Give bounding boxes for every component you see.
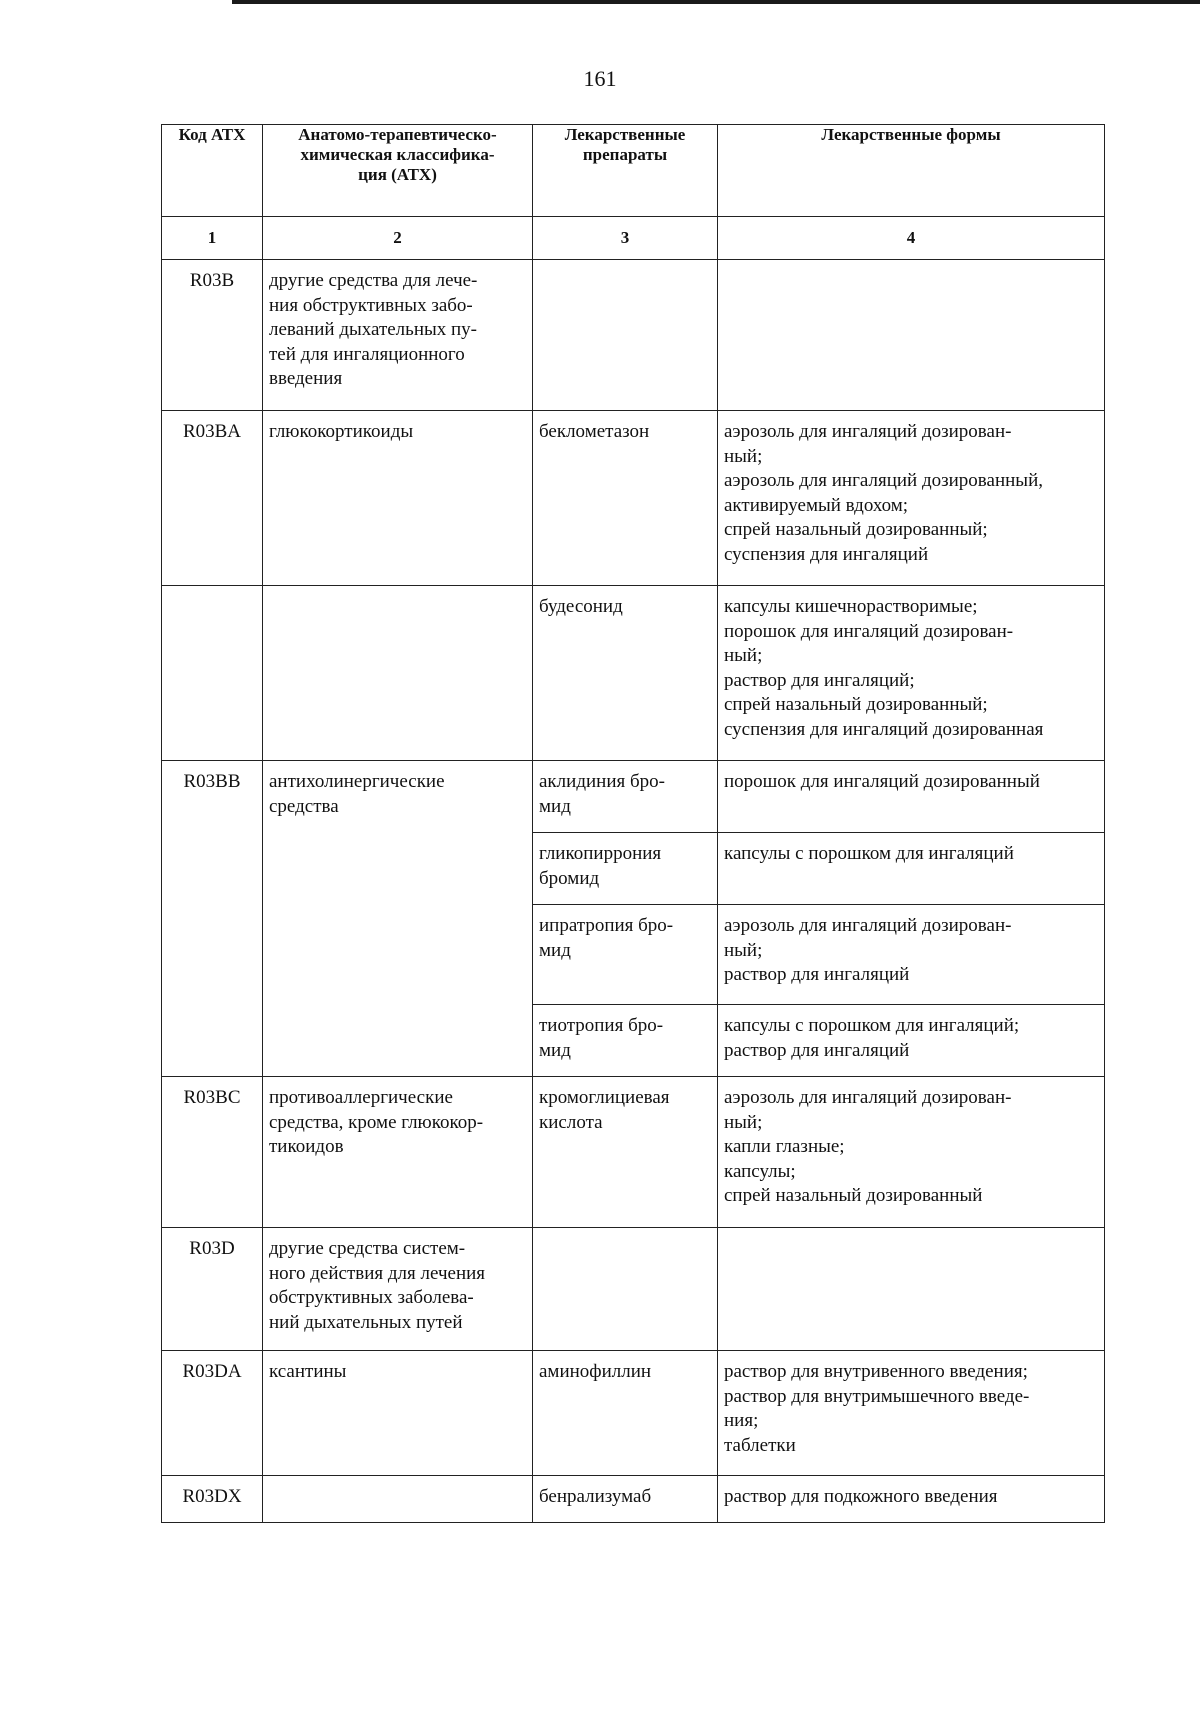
- drug-cell: [533, 905, 718, 1005]
- table-row: [162, 260, 1105, 411]
- text-line: средства: [269, 795, 339, 817]
- text-line: аэрозоль для ингаляций дозирован-: [724, 1087, 1012, 1108]
- dosage-forms-cell: [718, 1228, 1105, 1351]
- text-line: бромид: [539, 867, 600, 889]
- dosage-forms-cell: [718, 260, 1105, 411]
- text-line: глюкокортикоиды: [269, 421, 414, 442]
- text-line: аминофиллин: [539, 1361, 652, 1382]
- text-line: R03DX: [182, 1486, 242, 1507]
- text-line: обструктивных заболева-: [269, 1287, 474, 1308]
- classification-cell-text: [263, 411, 532, 445]
- atx-code-cell: [162, 761, 263, 1077]
- text-line: капсулы;: [724, 1160, 796, 1182]
- text-line: спрей назальный дозированный: [724, 1185, 983, 1206]
- drug-cell: [533, 260, 718, 411]
- text-line: мид: [539, 939, 571, 961]
- atx-code-cell: [162, 1476, 263, 1523]
- text-line: беклометазон: [539, 421, 650, 442]
- classification-cell: [263, 411, 533, 586]
- drug-cell: [533, 411, 718, 586]
- dosage-forms-cell-text: [718, 905, 1104, 988]
- text-line: ипратропия бро-: [539, 915, 674, 936]
- header-code: Код АТХ: [162, 125, 263, 217]
- text-line: ный;: [724, 645, 763, 666]
- text-line: ния;: [724, 1410, 759, 1431]
- column-number-row: [162, 217, 1105, 260]
- table-row: [162, 1351, 1105, 1476]
- drug-cell: [533, 1077, 718, 1228]
- atx-classification-table: [161, 124, 1105, 1523]
- dosage-forms-cell: [718, 1077, 1105, 1228]
- text-line: тиотропия бро-: [539, 1015, 664, 1036]
- atx-code-cell: [162, 1351, 263, 1476]
- drug-cell: [533, 1228, 718, 1351]
- classification-cell: [263, 1228, 533, 1351]
- atx-code-cell-text: [162, 1228, 262, 1262]
- drug-cell: [533, 833, 718, 905]
- text-line: суспензия для ингаляций дозированная: [724, 718, 1044, 740]
- drug-cell-text: [533, 260, 717, 269]
- text-line: ный;: [724, 445, 763, 467]
- text-line: тикоидов: [269, 1136, 344, 1157]
- text-line: капли глазные;: [724, 1136, 845, 1157]
- atx-code-cell-text: [162, 761, 262, 795]
- column-number: 4: [718, 217, 1105, 260]
- text-line: R03BB: [183, 771, 241, 792]
- text-line: средства, кроме глюкокор-: [269, 1111, 484, 1133]
- text-line: ный;: [724, 1111, 763, 1133]
- dosage-forms-cell: [718, 761, 1105, 833]
- text-line: капсулы с порошком для ингаляций: [724, 843, 1014, 864]
- table-row: [162, 1476, 1105, 1523]
- column-number: 1: [162, 217, 263, 260]
- atx-code-cell-text: [162, 1351, 262, 1385]
- atx-code-cell: [162, 411, 263, 586]
- drug-cell-text: [533, 1228, 717, 1237]
- top-border-line: [232, 0, 1200, 4]
- text-line: R03BC: [183, 1087, 241, 1108]
- text-line: раствор для ингаляций: [724, 1039, 910, 1061]
- text-line: ного действия для лечения: [269, 1262, 486, 1284]
- page-number: 161: [583, 66, 617, 91]
- header-classification: Анатомо-терапевтическо- химическая классифика- ция (АТХ): [263, 125, 533, 217]
- text-line: активируемый вдохом;: [724, 494, 909, 516]
- column-number: 2: [263, 217, 533, 260]
- dosage-forms-cell-text: [718, 1077, 1104, 1209]
- atx-code-cell: [162, 260, 263, 411]
- text-line: введения: [269, 368, 343, 389]
- text-line: будесонид: [539, 596, 623, 617]
- atx-code-cell-text: [162, 586, 262, 595]
- table-row: [162, 411, 1105, 586]
- text-line: антихолинергические: [269, 771, 445, 792]
- classification-cell-text: [263, 1476, 532, 1485]
- drug-cell-text: [533, 1476, 717, 1510]
- dosage-forms-cell: [718, 586, 1105, 761]
- text-line: другие средства для лече-: [269, 270, 478, 291]
- classification-cell-text: [263, 1351, 532, 1385]
- drug-cell: [533, 1005, 718, 1077]
- drug-cell-text: [533, 411, 717, 445]
- atx-code-cell-text: [162, 1476, 262, 1510]
- text-line: ний дыхательных путей: [269, 1311, 463, 1333]
- classification-cell-text: [263, 586, 532, 595]
- header-drugs: Лекарственные препараты: [533, 125, 718, 217]
- text-line: раствор для ингаляций;: [724, 669, 915, 691]
- drug-cell-text: [533, 1005, 717, 1063]
- text-line: раствор для ингаляций: [724, 964, 910, 985]
- atx-code-cell-text: [162, 1077, 262, 1111]
- dosage-forms-cell: [718, 411, 1105, 586]
- text-line: R03BA: [182, 421, 242, 442]
- dosage-forms-cell-text: [718, 833, 1104, 867]
- text-line: аклидиния бро-: [539, 771, 665, 792]
- text-line: раствор для внутримышечного введе-: [724, 1385, 1030, 1407]
- dosage-forms-cell-text: [718, 1005, 1104, 1063]
- column-number: 3: [533, 217, 718, 260]
- atx-code-cell-text: [162, 411, 262, 445]
- text-line: раствор для подкожного введения: [724, 1486, 998, 1507]
- atx-code-cell: [162, 1077, 263, 1228]
- table-row: [162, 761, 1105, 833]
- text-line: раствор для внутривенного введения;: [724, 1361, 1028, 1382]
- table-row: [162, 1077, 1105, 1228]
- text-line: суспензия для ингаляций: [724, 543, 929, 565]
- text-line: капсулы кишечнорастворимые;: [724, 596, 978, 617]
- atx-code-cell: [162, 1228, 263, 1351]
- classification-cell: [263, 586, 533, 761]
- drug-cell: [533, 1476, 718, 1523]
- drug-cell-text: [533, 761, 717, 819]
- classification-cell-text: [263, 761, 532, 819]
- text-line: R03D: [189, 1238, 235, 1259]
- text-line: аэрозоль для ингаляций дозированный,: [724, 470, 1043, 491]
- classification-cell: [263, 761, 533, 1077]
- dosage-forms-cell: [718, 1351, 1105, 1476]
- text-line: R03DA: [182, 1361, 242, 1382]
- text-line: R03B: [189, 270, 235, 291]
- drug-cell-text: [533, 586, 717, 620]
- text-line: спрей назальный дозированный;: [724, 519, 988, 540]
- classification-cell: [263, 1077, 533, 1228]
- header-row: [162, 125, 1105, 217]
- text-line: ксантины: [269, 1361, 347, 1382]
- dosage-forms-cell: [718, 1476, 1105, 1523]
- classification-cell-text: [263, 1077, 532, 1160]
- text-line: кромоглициевая: [539, 1087, 670, 1108]
- table-body: [162, 260, 1105, 1523]
- text-line: порошок для ингаляций дозирован-: [724, 620, 1014, 642]
- text-line: таблетки: [724, 1434, 796, 1456]
- text-line: мид: [539, 1039, 571, 1061]
- text-line: капсулы с порошком для ингаляций;: [724, 1015, 1020, 1036]
- text-line: тей для ингаляционного: [269, 343, 465, 365]
- text-line: аэрозоль для ингаляций дозирован-: [724, 915, 1012, 936]
- dosage-forms-cell-text: [718, 411, 1104, 567]
- text-line: ный;: [724, 939, 763, 961]
- dosage-forms-cell-text: [718, 260, 1104, 269]
- dosage-forms-cell-text: [718, 1228, 1104, 1237]
- text-line: кислота: [539, 1111, 603, 1133]
- table-row: [162, 586, 1105, 761]
- dosage-forms-cell-text: [718, 586, 1104, 742]
- text-line: леваний дыхательных пу-: [269, 319, 478, 340]
- drug-cell-text: [533, 905, 717, 963]
- atx-code-cell: [162, 586, 263, 761]
- dosage-forms-cell-text: [718, 1476, 1104, 1510]
- drug-cell-text: [533, 1077, 717, 1135]
- drug-cell-text: [533, 833, 717, 891]
- dosage-forms-cell: [718, 833, 1105, 905]
- header-forms: Лекарственные формы: [718, 125, 1105, 217]
- text-line: порошок для ингаляций дозированный: [724, 771, 1040, 792]
- classification-cell: [263, 1476, 533, 1523]
- dosage-forms-cell: [718, 905, 1105, 1005]
- text-line: спрей назальный дозированный;: [724, 694, 988, 715]
- dosage-forms-cell-text: [718, 761, 1104, 795]
- drug-cell: [533, 586, 718, 761]
- classification-cell: [263, 1351, 533, 1476]
- text-line: аэрозоль для ингаляций дозирован-: [724, 421, 1012, 442]
- drug-cell-text: [533, 1351, 717, 1385]
- classification-cell: [263, 260, 533, 411]
- text-line: мид: [539, 795, 571, 817]
- text-line: другие средства систем-: [269, 1238, 466, 1259]
- dosage-forms-cell-text: [718, 1351, 1104, 1458]
- table-row: [162, 1228, 1105, 1351]
- classification-cell-text: [263, 260, 532, 392]
- text-line: противоаллергические: [269, 1087, 453, 1108]
- classification-cell-text: [263, 1228, 532, 1335]
- drug-cell: [533, 1351, 718, 1476]
- text-line: гликопиррония: [539, 843, 662, 864]
- dosage-forms-cell: [718, 1005, 1105, 1077]
- drug-cell: [533, 761, 718, 833]
- text-line: ния обструктивных забо-: [269, 294, 473, 316]
- atx-code-cell-text: [162, 260, 262, 294]
- text-line: бенрализумаб: [539, 1486, 652, 1507]
